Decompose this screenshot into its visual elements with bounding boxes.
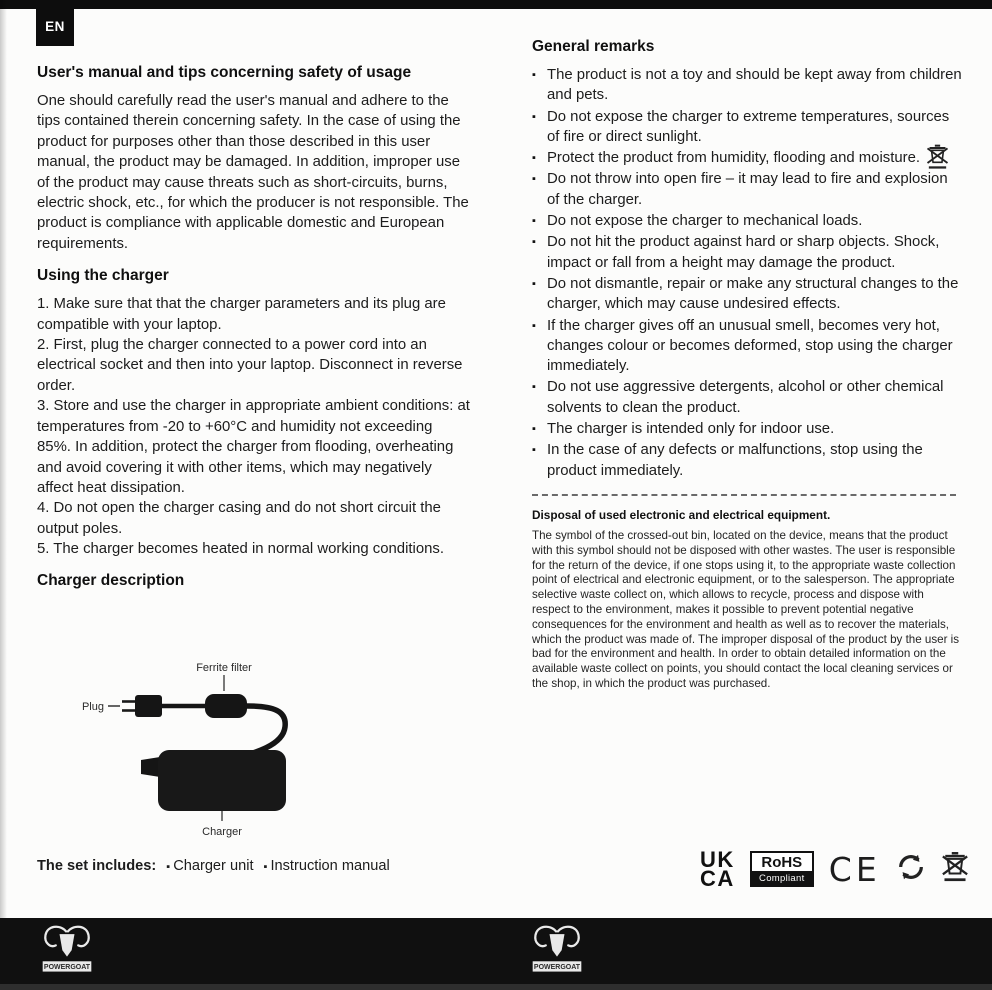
step-1: 1. Make sure that that the charger parameters and its plug are compatible with your laptop. (37, 296, 446, 333)
step-4: 4. Do not open the charger casing and do not short circuit the output poles. (37, 500, 441, 537)
charger-label: Charger (202, 826, 242, 838)
remark-item: ▪ Do not throw into open fire – it may lead to fire and explosion of the charger. (532, 169, 962, 210)
general-remarks-list (532, 65, 962, 481)
set-includes-label: The set includes: (37, 858, 157, 874)
rohs-subtitle: Compliant (752, 871, 812, 885)
plug-shape (135, 695, 162, 717)
language-badge-label: EN (45, 18, 65, 34)
powergoat-logo (40, 922, 94, 985)
left-column (37, 64, 470, 599)
set-includes-line (37, 858, 390, 874)
ferrite-filter-label: Ferrite filter (196, 662, 252, 674)
remark-item: ▪ The product is not a toy and should be kept away from children and pets. (532, 65, 962, 106)
powergoat-wordmark: POWERGOAT (533, 964, 581, 972)
remark-item: ▪ In the case of any defects or malfunctions, stop using the product immediately. (532, 440, 962, 481)
set-item-instruction-manual: ▪ Instruction manual (264, 858, 390, 874)
footer-bottom-strip (0, 984, 992, 990)
certification-marks (700, 845, 969, 893)
footer-bar (0, 918, 992, 984)
plug-label: Plug (81, 701, 104, 713)
ukca-mark (700, 847, 735, 891)
dashed-divider (532, 494, 956, 496)
disposal-paragraph: The symbol of the crossed-out bin, located on the device, means that the product with this symbol should not be disposed with other wastes. The user is responsible for the return of the device, if one stops using it, to the appropriate waste collection point of electrical and electronic equipment, or to the salesperson. The appropriate selective waste collect on, which allows to recycle, process and dispose with respect to the environment, makes it possible to prevent potential negative consequences for the environment and health as well as to recover the materials, which the product was made of. The improper disposal of the product by the user is bad for the environment and health. In order to obtain detailed information on the available waste collect on points, you should contact the local cleaning services or the shop, in which the product was purchased. (532, 528, 960, 690)
step-3: 3. Store and use the charger in appropriate ambient conditions: at temperatures from -20 to +60°C and humidity not exceeding 85%. In addition, protect the charger from flooding, overheating and avoid covering it with other items, which may negatively affect heat dissipation. (37, 398, 470, 496)
recycle-icon (896, 852, 926, 887)
rohs-mark (750, 851, 814, 887)
connector-shape (141, 757, 160, 777)
remark-item: ▪ Protect the product from humidity, flooding and moisture. (532, 148, 962, 168)
top-border-bar (0, 0, 992, 9)
remark-item: ▪ Do not dismantle, repair or make any structural changes to the charger, which may cause undesired effects. (532, 274, 962, 315)
remark-item: ▪ Do not expose the charger to mechanical loads. (532, 211, 962, 231)
using-heading: Using the charger (37, 267, 169, 285)
set-item-charger-unit: ▪ Charger unit (166, 858, 253, 874)
safety-heading: User's manual and tips concerning safety of usage (37, 64, 412, 81)
description-heading: Charger description (37, 571, 185, 589)
using-steps (37, 294, 470, 559)
remark-item: ▪ If the charger gives off an unusual smell, becomes very hot, changes colour or becomes deformed, stop using the charger immediately. (532, 316, 962, 377)
language-badge (36, 6, 74, 46)
charger-diagram-drawing (72, 658, 402, 840)
disposal-heading: Disposal of used electronic and electrical equipment. (532, 507, 831, 522)
powergoat-wordmark: POWERGOAT (43, 964, 91, 972)
safety-paragraph: One should carefully read the user's manual and adhere to the tips contained therein concerning safety. In the case of using the product for purposes other than those described in this user manual, the product may be damaged. In addition, improper use of the product may cause threats such as short-circuits, burns, electric shock, etc., for which the producer is not responsible. The product is compliance with applicable domestic and European requirements. (37, 93, 469, 252)
remark-item: ▪ The charger is intended only for indoor use. (532, 419, 962, 439)
charger-brick-shape (158, 750, 286, 811)
right-column (532, 38, 962, 692)
step-5: 5. The charger becomes heated in normal working conditions. (37, 541, 444, 558)
remark-item: ▪ Do not expose the charger to extreme temperatures, sources of fire or direct sunlight. (532, 107, 962, 148)
weee-bin-icon (926, 143, 949, 176)
step-2: 2. First, plug the charger connected to a power cord into an electrical socket and then into your laptop. Disconnect in reverse order. (37, 337, 463, 394)
general-remarks-heading: General remarks (532, 38, 655, 55)
remark-item: ▪ Do not use aggressive detergents, alcohol or other chemical solvents to clean the product. (532, 377, 962, 418)
weee-bin-icon (941, 850, 969, 889)
ukca-top: UK (700, 847, 735, 872)
charger-diagram (72, 658, 402, 845)
ferrite-filter-shape (205, 694, 247, 718)
ukca-bottom: CA (700, 866, 735, 891)
ce-mark: CE (828, 849, 881, 889)
rohs-title: RoHS (761, 854, 803, 871)
remark-item: ▪ Do not hit the product against hard or sharp objects. Shock, impact or fall from a height may damage the product. (532, 232, 962, 273)
page-edge-shadow (0, 0, 7, 990)
powergoat-logo (530, 922, 584, 985)
